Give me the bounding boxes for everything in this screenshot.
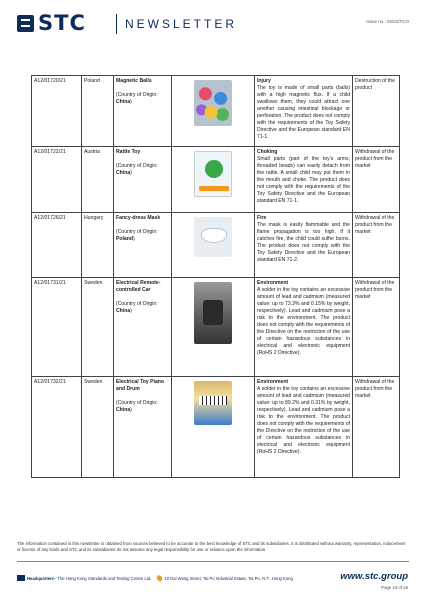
mask-photo-icon bbox=[194, 217, 232, 257]
product-name: Fancy-dress Mask bbox=[116, 214, 161, 221]
ref-cell: A12/01720/21 bbox=[32, 76, 82, 147]
product-cell bbox=[114, 377, 172, 478]
risk-description: A solder in the toy contains an excessive amount of lead and cadmium (measured value: up to 89.2% and 0.31% by weight, respectively). Lead and cadmium pose a risk to the environment. The product does not comply with the requirements of the Directive on the restriction of the use of certain hazardous substances in electrical and electronic equipment (RoHS 2 Directive). bbox=[257, 385, 350, 456]
photo-cell bbox=[172, 213, 255, 278]
photo-cell bbox=[172, 76, 255, 147]
country-of-origin: (Country of Origin: Poland) bbox=[116, 228, 158, 242]
issue-number: Issue no.: 02/22/TCO bbox=[366, 19, 409, 24]
risk-type: Environment bbox=[257, 279, 289, 286]
country-of-origin: (Country of Origin: China) bbox=[116, 399, 158, 413]
risk-type: Injury bbox=[257, 77, 271, 84]
risk-cell bbox=[255, 278, 353, 377]
table-row bbox=[32, 213, 400, 278]
country-cell: Hungary bbox=[82, 213, 114, 278]
footer-divider bbox=[17, 561, 409, 562]
newsletter-title: NEWSLETTER bbox=[125, 17, 238, 31]
website-link[interactable]: www.stc.group bbox=[340, 571, 408, 582]
address: 10 Dai Wang Street, Tai Po Industrial Estate, Tai Po, N.T., Hong Kong bbox=[164, 575, 293, 581]
risk-cell bbox=[255, 76, 353, 147]
measure-cell: Destruction of the product bbox=[353, 76, 400, 147]
photo-cell bbox=[172, 377, 255, 478]
risk-description: The toy is made of small parts (balls) with a high magnetic flux. If a child swallows them, they could attract one another causing intestinal blockage or perforation. The product does not comply with the requirements of the Toy Safety Directive and the European standard EN 71-1. bbox=[257, 84, 350, 141]
measure-cell: Withdrawal of the product from the market bbox=[353, 377, 400, 478]
product-cell bbox=[114, 147, 172, 213]
product-name: Electrical Toy Piano and Drum bbox=[116, 378, 165, 392]
ref-cell: A12/01731/21 bbox=[32, 278, 82, 377]
rattle-toy-photo-icon bbox=[194, 151, 232, 197]
stc-logo bbox=[17, 11, 86, 35]
risk-cell bbox=[255, 377, 353, 478]
country-of-origin: (Country of Origin: China) bbox=[116, 162, 158, 176]
country-cell: Austria bbox=[82, 147, 114, 213]
risk-cell bbox=[255, 147, 353, 213]
page-header bbox=[0, 0, 425, 44]
disclaimer: The information contained in this newsletter is obtained from sources believed to be accurate to the best knowledge of STC and its subsidiaries. It is distributed without warranty, representation, inducement or license of any kinds and STC and its subsidiaries do not assume any legal responsibility for use or reliance upon the information. bbox=[17, 541, 406, 552]
hq-label: Headquarters bbox=[27, 575, 54, 581]
magnetic-balls-photo-icon bbox=[194, 80, 232, 126]
toy-piano-photo-icon bbox=[194, 381, 232, 425]
product-name: Magnetic Balls bbox=[116, 77, 152, 84]
risk-description: Small parts (part of the toy's arms, threaded beads) can easily detach from the rattle. A small child may put them in the mouth and choke. The product does not comply with the requirements of the Toy Safety Directive and the European standard EN 71-1. bbox=[257, 155, 350, 205]
ref-cell: A12/01732/21 bbox=[32, 377, 82, 478]
country-cell: Sweden bbox=[82, 278, 114, 377]
headquarters-icon bbox=[17, 575, 25, 581]
measure-cell: Withdrawal of the product from the market bbox=[353, 213, 400, 278]
company-name: – The Hong Kong Standards and Testing Centre Ltd. bbox=[54, 575, 152, 581]
risk-cell bbox=[255, 213, 353, 278]
risk-type: Choking bbox=[257, 148, 278, 155]
risk-description: A solder in the toy contains an excessive amount of lead and cadmium (measured value: up to 73.3% and 0.15% by weight, respectively). Lead and cadmium pose a risk to the environment. The product does not comply with the requirements of the Directive on the restriction of the use of certain hazardous substances in electrical and electronic equipment (RoHS 2 Directive). bbox=[257, 286, 350, 357]
risk-type: Fire bbox=[257, 214, 267, 221]
product-cell bbox=[114, 213, 172, 278]
product-cell bbox=[114, 278, 172, 377]
product-cell bbox=[114, 76, 172, 147]
table-row bbox=[32, 76, 400, 147]
risk-description: The mask is easily flammable and the flame propagation is too high. If it catches fire, the child could suffer burns. The product does not comply with the Toy Safety Directive and the European standard EN 71-2. bbox=[257, 221, 350, 264]
measure-cell: Withdrawal of the product from the market bbox=[353, 278, 400, 377]
photo-cell bbox=[172, 147, 255, 213]
country-cell: Sweden bbox=[82, 377, 114, 478]
table-row bbox=[32, 147, 400, 213]
ref-cell: A12/01726/21 bbox=[32, 213, 82, 278]
recall-table bbox=[31, 75, 400, 478]
product-name: Rattle Toy bbox=[116, 148, 141, 155]
location-pin-icon bbox=[156, 574, 164, 582]
table-row bbox=[32, 278, 400, 377]
rc-car-photo-icon bbox=[194, 282, 232, 344]
product-name: Electrical Remote-controlled Car bbox=[116, 279, 161, 293]
header-divider bbox=[116, 14, 117, 34]
country-of-origin: (Country of Origin: China) bbox=[116, 300, 158, 314]
measure-cell: Withdrawal of the product from the market bbox=[353, 147, 400, 213]
stc-logo-mark-icon bbox=[17, 15, 34, 32]
logo-text: STC bbox=[38, 11, 86, 35]
table-row bbox=[32, 377, 400, 478]
page-number: Page 19 of 26 bbox=[381, 585, 408, 590]
country-cell: Poland bbox=[82, 76, 114, 147]
risk-type: Environment bbox=[257, 378, 289, 385]
photo-cell bbox=[172, 278, 255, 377]
country-of-origin: (Country of Origin: China) bbox=[116, 91, 158, 105]
ref-cell: A12/01722/21 bbox=[32, 147, 82, 213]
